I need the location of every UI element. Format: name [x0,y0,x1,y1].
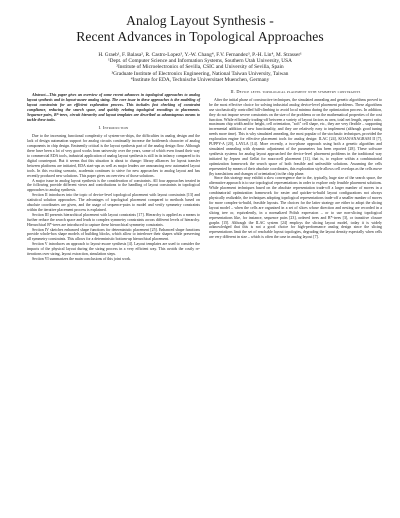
intro-paragraph: Section II introduces into the topic of device-level topological placement with layout constraints [13] and statistical solution approaches. The advantages of topological placement compared to methods based on absolute coordinates are given, and the usage of sequence-pairs to model and verify symmetry constraints within the iterative placement process is explained. [27,193,200,212]
title-line-1: Analog Layout Synthesis - [126,13,274,28]
affiliation-2: ²Institute of Microelectronics of Sevilla, CSIC and University of Sevilla, Spain [116,64,284,71]
affiliation-4: ⁴Institute for EDA, Technische Universitaet Muenchen, Germany [130,76,270,83]
right-column [209,87,382,240]
left-column [27,93,200,262]
paper-title [0,13,400,45]
intro-paragraph: Section III presents hierarchical placement with layout constraints [17]. Hierarchy is applied as a means to further reduce the search space and leads to complex symmetry constraints across different levels of hierarchy. Hierarchical B*-trees are introduced to capture these hierarchical symmetry constraints. [27,212,200,227]
intro-paragraph: Section V introduces an approach to layout-aware synthesis [4]. Layout templates are used to consider the impacts of the physical layout during the sizing process in a very efficient way. This avoids the costly re-iterations over sizing, layout extraction, simulation steps. [27,242,200,257]
intro-paragraph: Section VI summarizes the main conclusions of this joint work. [32,257,131,261]
section-heading-introduction: I. Introduction [98,125,129,131]
abstract: Abstract—This paper gives an overview of some recent advances in topological approaches to analog layout synthesis and in layout-aware analog sizing. The core issue in these approaches is the modeling of layout constraints for an efficient exploration process. This includes fast checking of constraint compliance, reducing the search space, and quickly relating topological encodings to placements. Sequence-pairs, B*-trees, circuit hierarchy and layout templates are described as advantageous means to tackle these tasks. [27,93,200,122]
intro-paragraph: A major issue in analog layout synthesis is the consideration of constraints. All four approaches treated in the following provide different views and contributions to the handling of layout constraints in topological approaches to analog synthesis. [27,178,200,193]
affiliation-1: ¹Dept. of Computer Science and Information Systems, Southern Utah University, USA [108,58,292,65]
intro-paragraph: Due to the increasing functional complexity of system-on-chips, the difficulties in analog design and the lack of design automation support for analog circuits continually increase the bottleneck character of analog components in chip design. Eminently critical is the layout synthesis part of the analog design flow. Although there have been a lot of very good works from university over the years, some of which even found their way to commercial EDA tools, industrial application of analog layout synthesis is still in its infancy compared to its digital counterpart. But it seems that this situation is about to change: library alliances for layout transfer between platforms are initiated, EDA start-ups as well as major leaders are announcing new automated layout tools. In this exciting scenario, academia continues to strive for new approaches to analog layout and has recently produced new solutions. This paper gives an overview of those solutions. [27,134,200,178]
section-heading-placement: II. Device level topological placement with symmetry constraints [230,89,361,94]
affiliation-3: ³Graduate Institute of Electronics Engineering, National Taiwan University, Taiwan [111,70,289,77]
section2-paragraph: Since this strategy may exhibit a slow convergence due to the, typically, huge size of the search space, the alternative approach is to use topological representations in order to explore only feasible placement solutions. While placement techniques based on the absolute representation trade-off a larger number of moves in a combinatorial optimization framework for easier and quicker-to-build layout configurations not always physically realizable, the techniques adopting topological representations trade-off a smaller number of moves for more complex-to-build, feasible layouts. The choices for the latter strategy are either to adopt the slicing layout model – when the cells are organized in a set of slices whose direction and nesting are recorded in a slicing tree or, equivalently, in a normalized Polish expression – or to use non-slicing topological representations like, for instance, sequence pairs [23], ordered trees and B*-trees [3], or transitive closure graphs [15]. Although the ILAC system [24] employs the slicing layout model, today it is widely acknowledged that this is not a good choice for high-performance analog design since the slicing representations limit the set of reachable layout topologies, degrading the layout density especially when cells are very different in size – which is often the case in analog layout [7]. [209,176,382,240]
intro-paragraph: Section IV sketches enhanced shape functions for deterministic placement [25]. Enhanced shape functions provide whole-box shape models of building blocks, which allow to interleave their shapes while preserving all symmetry constraints. This allows for a deterministic bottom-up hierarchical placement. [27,227,200,242]
section2-paragraph: After the initial phase of constructive techniques, the simulated annealing and genetic algorithms proved to be the most effective choice for solving industrial analog device-level placement problems. These algorithms use stochastically controlled hill-climbing to avoid local minima during the optimization process. In addition, they do not impose severe constraints on the size of the problems or on the mathematical properties of the cost function. While efficiently trading-off between a variety of layout factors as area, total net length, aspect ratio, maximum chip width and/or height, cell orientation, "soft" cell shape, etc., they are very flexible – supporting incremental addition of new functionality, and they are relatively easy to implement (although good tuning needs more time). This is why simulated annealing, the most popular of the stochastic techniques, provided the exploration engine for effective placement tools for analog design: ILAC [24], KOAN/ANAGRAM II [7], PUPPY-A [20], LAYLA [14]. More recently, a two-phase approach using both a genetic algorithm and simulated annealing with dynamic adjustment of the parameters has been reported [28]. These software synthesis systems for analog layout approached the device-level placement problems in the traditional way initiated by Jepsen and Gellat for macrocell placement [11], that is, to explore within a combinatorial optimization framework the search space of both feasible and unfeasible solutions. Assuming the cells represented by means of their absolute coordinates, this exploration style allows cell overlaps as the cells move (by translations and changes of orientation) in the chip plane. [209,97,382,176]
author-block [20,52,380,83]
author-list: H. Graeb¹, F. Balasa², R. Castro-Lopez³, Y.-W. Chang⁴, F.V. Fernandez³, P.-H. Lin⁴, M. Strasser¹ [98,52,302,58]
title-line-2: Recent Advances in Topological Approaches [76,29,324,44]
